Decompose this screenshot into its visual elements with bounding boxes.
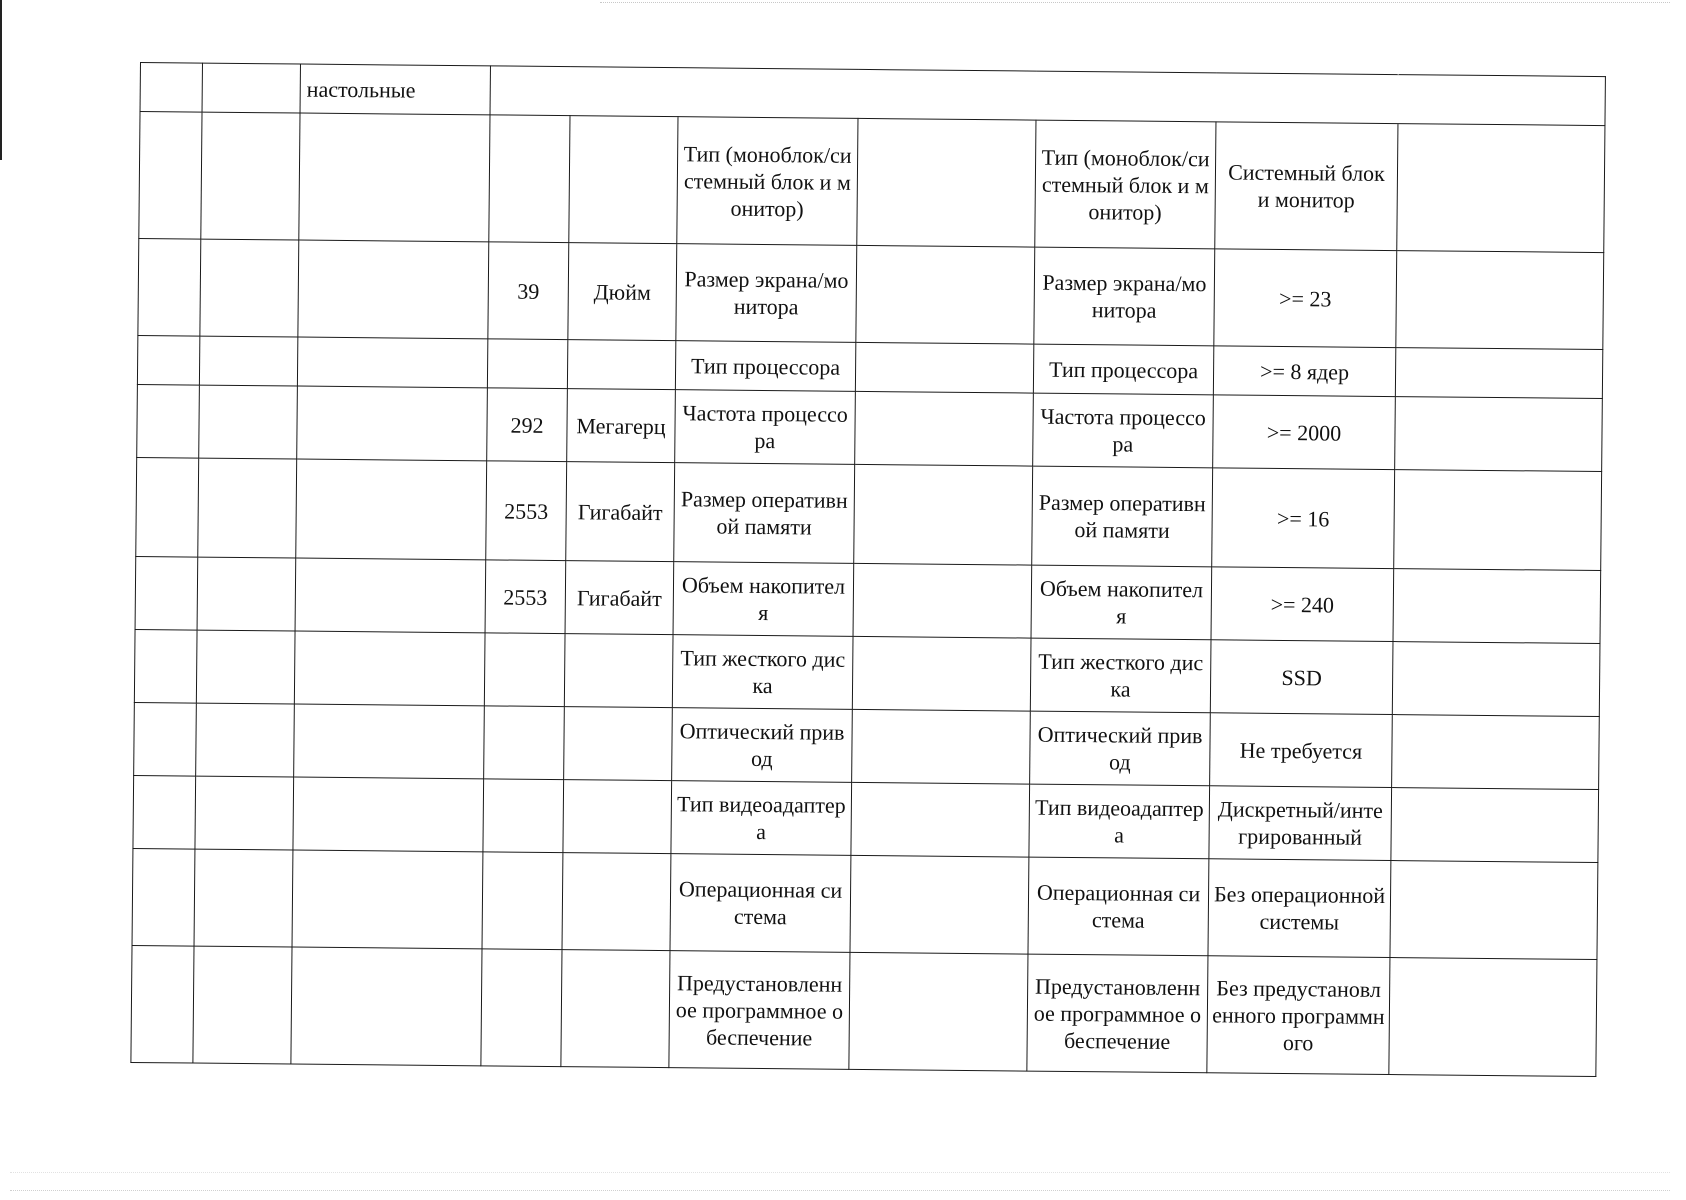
table-cell-index (132, 848, 195, 946)
table-cell-index (139, 112, 202, 240)
table-cell-code (196, 703, 295, 777)
scan-noise-bottom-faint (10, 1172, 1670, 1174)
characteristic-name-cell: Частота процессора (675, 390, 856, 465)
unit-name-cell (567, 340, 675, 390)
table-cell-category (291, 947, 482, 1066)
table-row (137, 384, 1603, 471)
table-cell-index (131, 945, 194, 1063)
unit-code-cell (482, 852, 563, 950)
characteristic-value-cell: >= 23 (1214, 249, 1397, 348)
table-row (135, 556, 1601, 643)
unit-name-cell: Дюйм (568, 243, 677, 341)
table-cell-code (195, 776, 294, 850)
characteristic-value-cell: >= 2000 (1213, 395, 1396, 470)
characteristic-value-cell: Не требуется (1210, 713, 1393, 788)
table-cell-category (296, 459, 487, 560)
table-cell-code (198, 458, 297, 558)
table-cell-code (200, 239, 299, 337)
table-cell-index (137, 335, 199, 385)
table-cell-index (133, 775, 196, 849)
unit-code-cell: 292 (487, 388, 568, 462)
characteristic-name-cell: Оптический привод (672, 708, 853, 783)
table-row (133, 775, 1599, 862)
table-cell-empty (1394, 470, 1602, 571)
table-cell-empty (1395, 348, 1602, 399)
table-cell-empty (850, 855, 1029, 954)
table-cell-code (194, 849, 293, 947)
characteristic-value-cell: Без предустановленного программного (1207, 956, 1390, 1075)
table-cell-category (298, 240, 489, 339)
table-cell-index (134, 702, 197, 776)
table-row (139, 112, 1605, 253)
unit-name-cell (564, 707, 673, 781)
scan-edge-mark (0, 0, 2, 160)
characteristic-name-cell-2: Тип жесткого диска (1030, 638, 1211, 713)
table-row (136, 457, 1602, 570)
characteristic-name-cell: Тип процессора (675, 341, 855, 392)
table-cell-code (199, 336, 297, 386)
table-cell-index (134, 629, 197, 703)
table-cell-category (292, 850, 483, 949)
unit-name-cell (569, 116, 678, 244)
table-cell-category (294, 704, 485, 779)
characteristic-value-cell: Без операционной системы (1208, 859, 1391, 958)
characteristic-name-cell-2: Тип видеоадаптера (1029, 784, 1210, 859)
characteristic-name-cell-2: Предустановленное программное обеспечение (1027, 954, 1208, 1073)
table-row (134, 702, 1600, 789)
unit-code-cell (483, 779, 564, 853)
table-cell-category (295, 558, 486, 633)
table-cell-index (135, 556, 198, 630)
characteristic-name-cell: Предустановленное программное обеспечение (669, 951, 850, 1070)
characteristic-name-cell: Тип (моноблок/системный блок и монитор) (677, 117, 858, 246)
characteristic-value-cell: Дискретный/интегрированный (1209, 786, 1392, 861)
table-cell-category (297, 337, 487, 388)
table-cell-empty (1392, 642, 1600, 717)
table-cell-index (138, 238, 201, 336)
characteristic-name-cell-2: Размер экрана/монитора (1034, 247, 1215, 346)
table-cell-empty (1392, 715, 1600, 790)
unit-name-cell: Мегагерц (567, 389, 676, 463)
table-cell-empty (1395, 397, 1603, 472)
table-cell-index (137, 384, 200, 458)
table-cell-empty (855, 342, 1033, 393)
table-cell-empty (854, 464, 1033, 565)
table-cell-empty (1397, 124, 1605, 253)
characteristic-name-cell: Операционная система (670, 854, 851, 953)
characteristic-value-cell: SSD (1210, 640, 1393, 715)
unit-code-cell: 39 (488, 242, 569, 340)
table-cell-empty (855, 391, 1034, 466)
characteristic-name-cell: Размер экрана/монитора (676, 244, 857, 343)
characteristic-value-cell: Системный блок и монитор (1215, 122, 1398, 251)
table-cell-empty (1390, 861, 1598, 960)
table-cell-empty (1391, 788, 1599, 863)
table-row (131, 945, 1597, 1076)
table-cell-empty (1389, 958, 1597, 1077)
characteristic-name-cell-2: Оптический привод (1030, 711, 1211, 786)
unit-code-cell: 2553 (486, 461, 567, 561)
table-cell-empty (853, 563, 1032, 638)
characteristic-name-cell: Тип жесткого диска (672, 635, 853, 710)
table-row (134, 629, 1600, 716)
table-cell-empty (849, 952, 1028, 1071)
table-cell-category (294, 631, 485, 706)
unit-name-cell: Гигабайт (565, 561, 674, 635)
characteristic-name-cell: Объем накопителя (673, 562, 854, 637)
unit-code-cell (481, 949, 562, 1067)
scan-noise-top (600, 2, 1670, 4)
scan-noise-bottom (10, 1190, 1670, 1192)
table-cell-category (297, 386, 488, 461)
table-cell-empty (857, 118, 1036, 247)
table-cell-code (202, 63, 300, 113)
table-cell-empty (851, 782, 1030, 857)
table-cell-category (299, 113, 490, 242)
table-row (132, 848, 1598, 959)
characteristic-name-cell-2: Объем накопителя (1031, 565, 1212, 640)
table-cell-empty (856, 245, 1035, 344)
characteristic-name-cell-2: Частота процессора (1033, 393, 1214, 468)
unit-code-cell (484, 706, 565, 780)
characteristic-name-cell-2: Тип (моноблок/системный блок и монитор) (1035, 120, 1216, 249)
unit-code-cell (487, 339, 567, 389)
unit-name-cell: Гигабайт (566, 462, 675, 562)
characteristic-name-cell-2: Тип процессора (1033, 344, 1213, 395)
table-cell-code (201, 112, 300, 240)
unit-name-cell (561, 950, 670, 1068)
unit-code-cell (489, 115, 570, 243)
table-row (138, 238, 1604, 349)
characteristic-name-cell-2: Размер оперативной памяти (1032, 466, 1213, 567)
table-cell-empty (1396, 251, 1604, 350)
specification-table (130, 62, 1606, 1077)
table-cell-code (193, 946, 292, 1064)
unit-name-cell (562, 853, 671, 951)
characteristic-value-cell: >= 240 (1211, 567, 1394, 642)
unit-name-cell (564, 634, 673, 708)
unit-name-cell (563, 780, 672, 854)
characteristic-value-cell: >= 16 (1212, 468, 1395, 569)
characteristic-name-cell: Размер оперативной памяти (674, 463, 855, 564)
characteristic-name-cell-2: Операционная система (1028, 857, 1209, 956)
table-cell-code (196, 630, 295, 704)
characteristic-name-cell: Тип видеоадаптера (671, 781, 852, 856)
table-cell-index (140, 63, 202, 113)
unit-code-cell: 2553 (485, 560, 566, 634)
table-cell-category (293, 777, 484, 852)
table-cell-empty (852, 636, 1031, 711)
unit-code-cell (484, 633, 565, 707)
table-cell-index (136, 457, 199, 557)
table-cell-code (199, 385, 298, 459)
table-cell-empty (852, 709, 1031, 784)
table-cell-empty (1393, 569, 1601, 644)
category-cell: настольные (300, 64, 490, 115)
table-cell-code (197, 557, 296, 631)
characteristic-value-cell: >= 8 ядер (1213, 346, 1395, 397)
